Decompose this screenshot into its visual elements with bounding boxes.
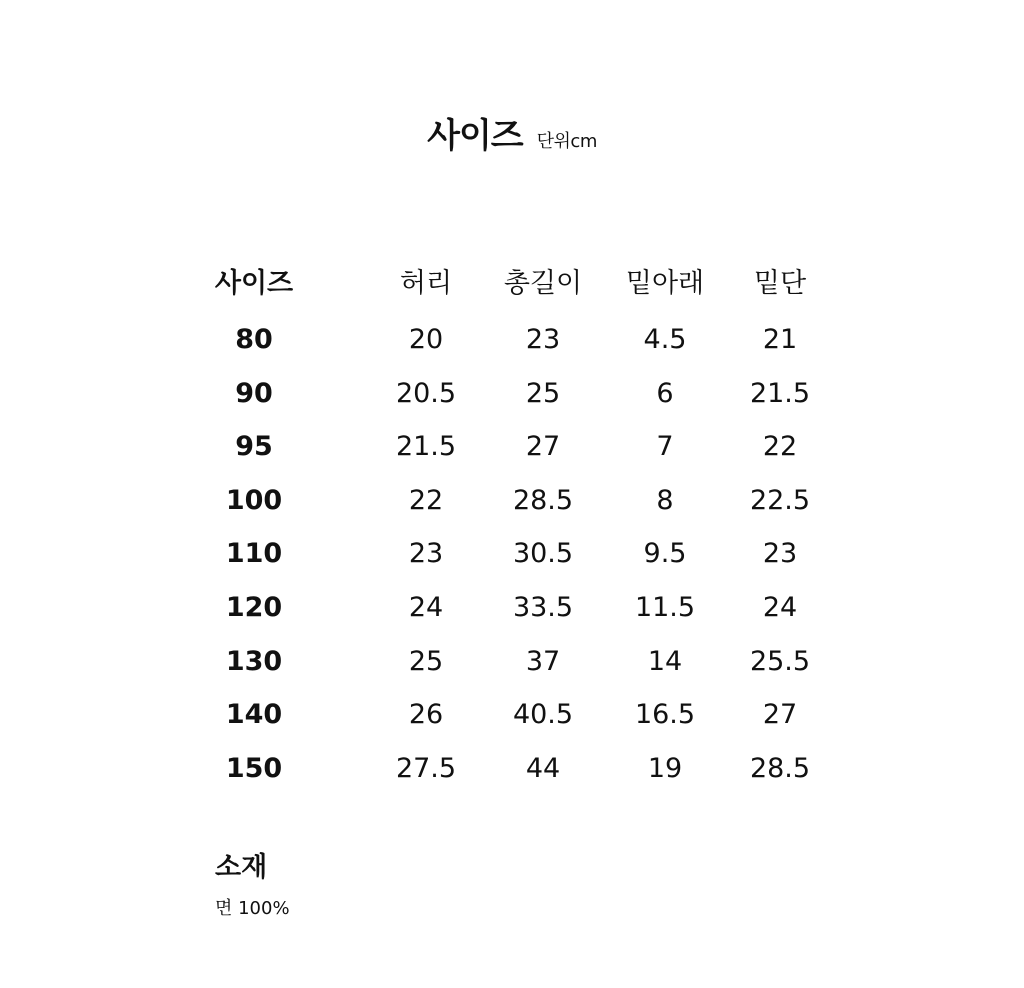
hem-cell: 28.5 <box>749 752 811 784</box>
total-length-cell: 37 <box>525 645 561 677</box>
waist-cell: 26 <box>408 699 444 731</box>
header-total-length: 총길이 <box>503 268 583 299</box>
unit-label: 단위cm <box>536 131 597 152</box>
size-cell: 80 <box>235 324 273 355</box>
rise-cell: 7 <box>656 431 674 463</box>
material-section <box>215 848 290 924</box>
rise-cell: 11.5 <box>634 591 696 623</box>
hem-cell: 25.5 <box>749 645 811 677</box>
table-row <box>0 419 1024 473</box>
table-header-row <box>0 256 1024 312</box>
hem-cell: 22 <box>762 431 798 463</box>
table-row <box>0 526 1024 580</box>
size-table <box>0 256 1024 794</box>
header-waist: 허리 <box>399 268 453 299</box>
waist-cell: 20.5 <box>395 377 457 409</box>
header-size: 사이즈 <box>214 268 294 299</box>
material-value: 면 100% <box>215 898 290 919</box>
table-row <box>0 312 1024 366</box>
hem-cell: 22.5 <box>749 484 811 516</box>
hem-cell: 24 <box>762 591 798 623</box>
size-cell: 110 <box>225 538 283 570</box>
total-length-cell: 44 <box>525 752 561 784</box>
total-length-cell: 27 <box>525 431 561 463</box>
header-hem: 밑단 <box>753 268 807 299</box>
size-cell: 90 <box>235 377 273 409</box>
rise-cell: 6 <box>656 377 674 409</box>
hem-cell: 27 <box>762 699 798 731</box>
rise-cell: 19 <box>647 752 683 784</box>
size-cell: 95 <box>235 431 273 463</box>
rise-cell: 14 <box>647 645 683 677</box>
size-cell: 100 <box>225 484 283 516</box>
total-length-cell: 25 <box>525 377 561 409</box>
total-length-cell: 30.5 <box>512 538 574 570</box>
size-cell: 150 <box>225 752 283 784</box>
material-title: 소재 <box>215 852 268 883</box>
size-cell: 140 <box>225 699 283 731</box>
waist-cell: 27.5 <box>395 752 457 784</box>
table-row <box>0 634 1024 688</box>
size-cell: 120 <box>225 591 283 623</box>
rise-cell: 8 <box>656 484 674 516</box>
table-row <box>0 687 1024 741</box>
hem-cell: 23 <box>762 538 798 570</box>
rise-cell: 4.5 <box>643 324 687 355</box>
waist-cell: 20 <box>408 324 444 355</box>
waist-cell: 24 <box>408 591 444 623</box>
table-row <box>0 473 1024 527</box>
total-length-cell: 23 <box>525 324 561 355</box>
table-row <box>0 741 1024 795</box>
waist-cell: 23 <box>408 538 444 570</box>
total-length-cell: 40.5 <box>512 699 574 731</box>
table-row <box>0 580 1024 634</box>
table-row <box>0 366 1024 420</box>
hem-cell: 21 <box>762 324 798 355</box>
total-length-cell: 28.5 <box>512 484 574 516</box>
waist-cell: 22 <box>408 484 444 516</box>
rise-cell: 16.5 <box>634 699 696 731</box>
hem-cell: 21.5 <box>749 377 811 409</box>
page-title: 사이즈 <box>427 116 523 156</box>
waist-cell: 21.5 <box>395 431 457 463</box>
title-section <box>0 108 1024 157</box>
waist-cell: 25 <box>408 645 444 677</box>
rise-cell: 9.5 <box>643 538 687 570</box>
size-cell: 130 <box>225 645 283 677</box>
total-length-cell: 33.5 <box>512 591 574 623</box>
header-rise: 밑아래 <box>625 268 705 299</box>
